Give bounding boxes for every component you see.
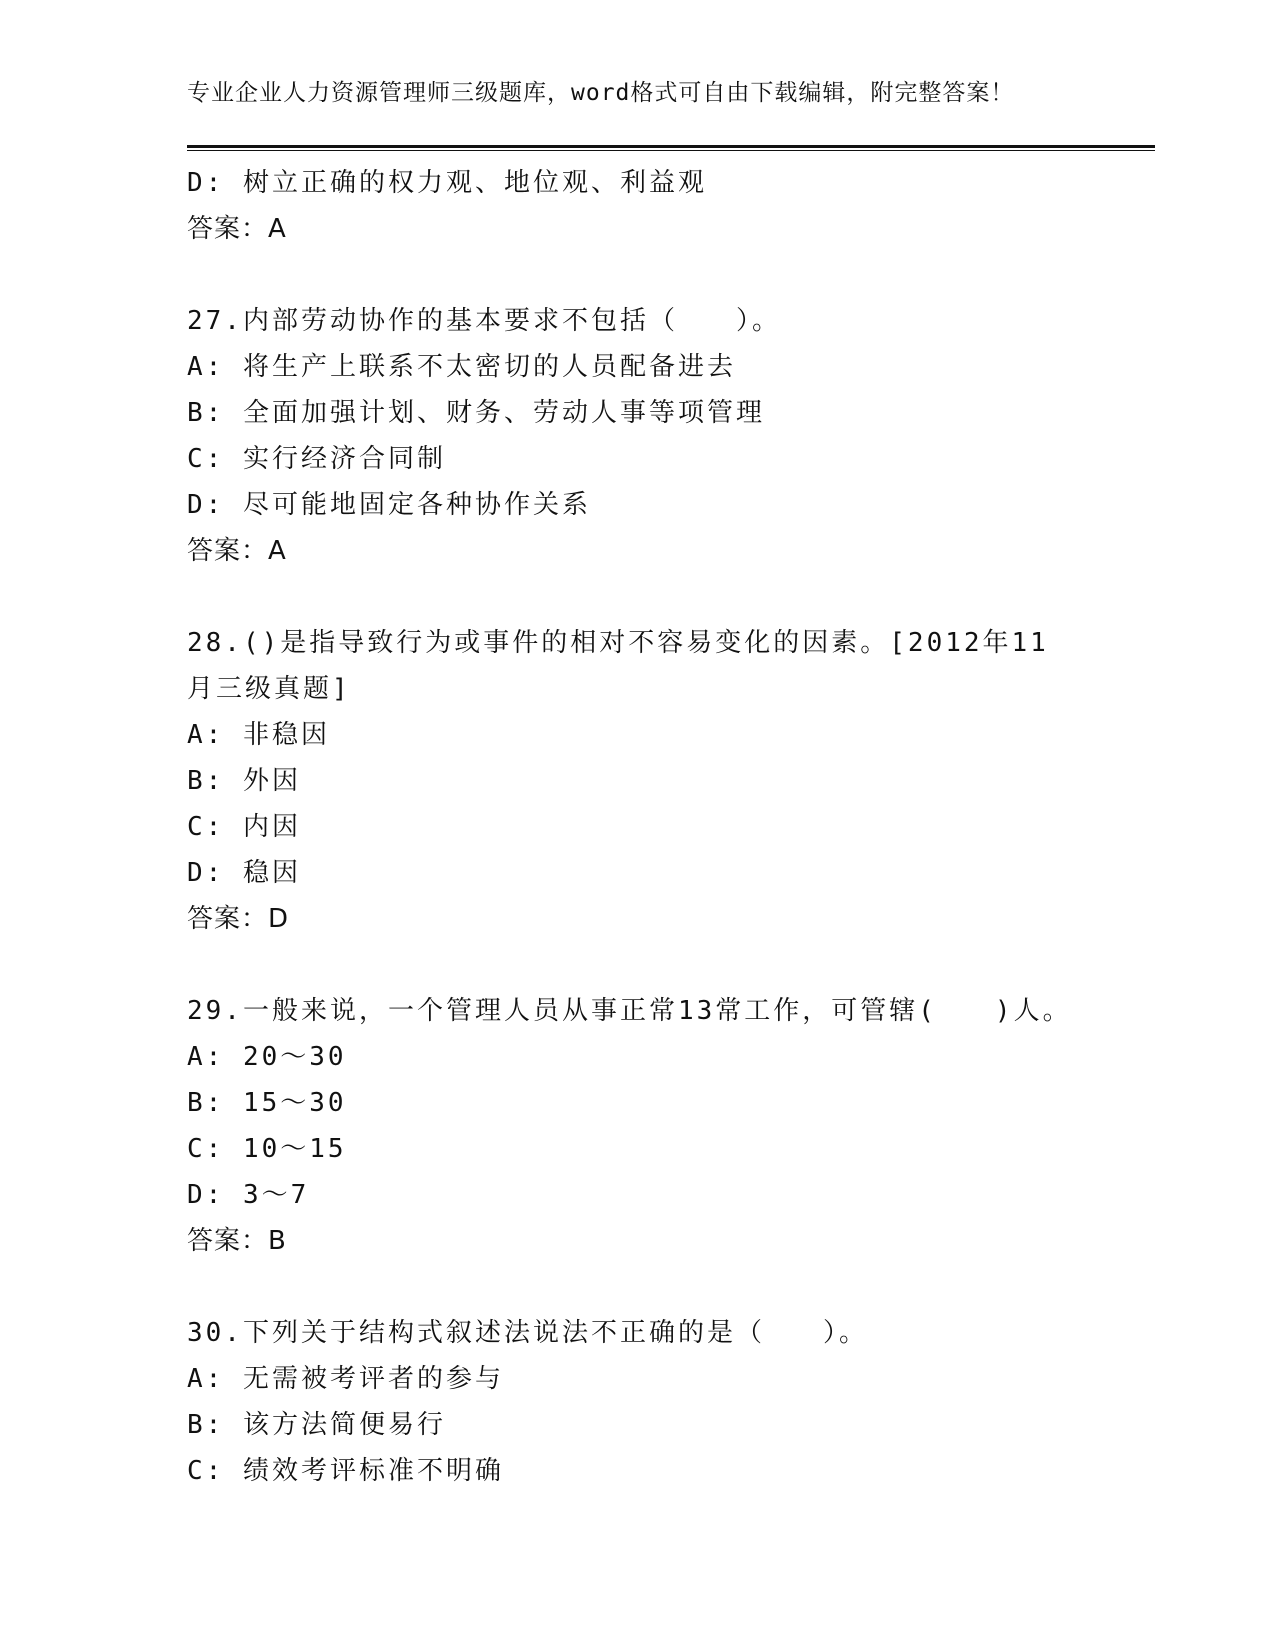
- question-stem: 28.()是指导致行为或事件的相对不容易变化的因素。[2012年11月三级真题]: [187, 628, 1049, 704]
- option-a: A: 无需被考评者的参与: [187, 1364, 504, 1394]
- option-c: C: 绩效考评标准不明确: [187, 1456, 504, 1486]
- question-stem: 30.下列关于结构式叙述法说法不正确的是（ ）。: [187, 1318, 868, 1348]
- answer: 答案：A: [187, 536, 287, 566]
- option-d: D: 稳因: [187, 858, 301, 888]
- option-b: B: 全面加强计划、财务、劳动人事等项管理: [187, 398, 765, 428]
- question-stem: 27.内部劳动协作的基本要求不包括（ ）。: [187, 306, 781, 336]
- page-header: 专业企业人力资源管理师三级题库，word格式可自由下载编辑，附完整答案！: [187, 80, 1015, 106]
- question-stem: 29.一般来说，一个管理人员从事正常13常工作，可管辖( )人。: [187, 996, 1072, 1026]
- option-c: C: 10～15: [187, 1134, 347, 1164]
- answer: 答案：B: [187, 1226, 287, 1256]
- option-a: A: 20～30: [187, 1042, 347, 1072]
- option-c: C: 实行经济合同制: [187, 444, 446, 474]
- question-28: [187, 620, 1087, 942]
- option-a: A: 非稳因: [187, 720, 330, 750]
- question-content: [187, 160, 1087, 1494]
- option-d: D: 树立正确的权力观、地位观、利益观: [187, 168, 707, 198]
- option-c: C: 内因: [187, 812, 301, 842]
- answer: 答案：D: [187, 904, 290, 934]
- header-divider: [187, 145, 1155, 151]
- question-27: [187, 298, 1087, 574]
- option-b: B: 15～30: [187, 1088, 347, 1118]
- option-d: D: 尽可能地固定各种协作关系: [187, 490, 591, 520]
- option-b: B: 外因: [187, 766, 301, 796]
- option-d: D: 3～7: [187, 1180, 310, 1210]
- option-b: B: 该方法简便易行: [187, 1410, 446, 1440]
- answer: 答案：A: [187, 214, 287, 244]
- question-29: [187, 988, 1087, 1264]
- option-a: A: 将生产上联系不太密切的人员配备进去: [187, 352, 736, 382]
- question-30: [187, 1310, 1087, 1494]
